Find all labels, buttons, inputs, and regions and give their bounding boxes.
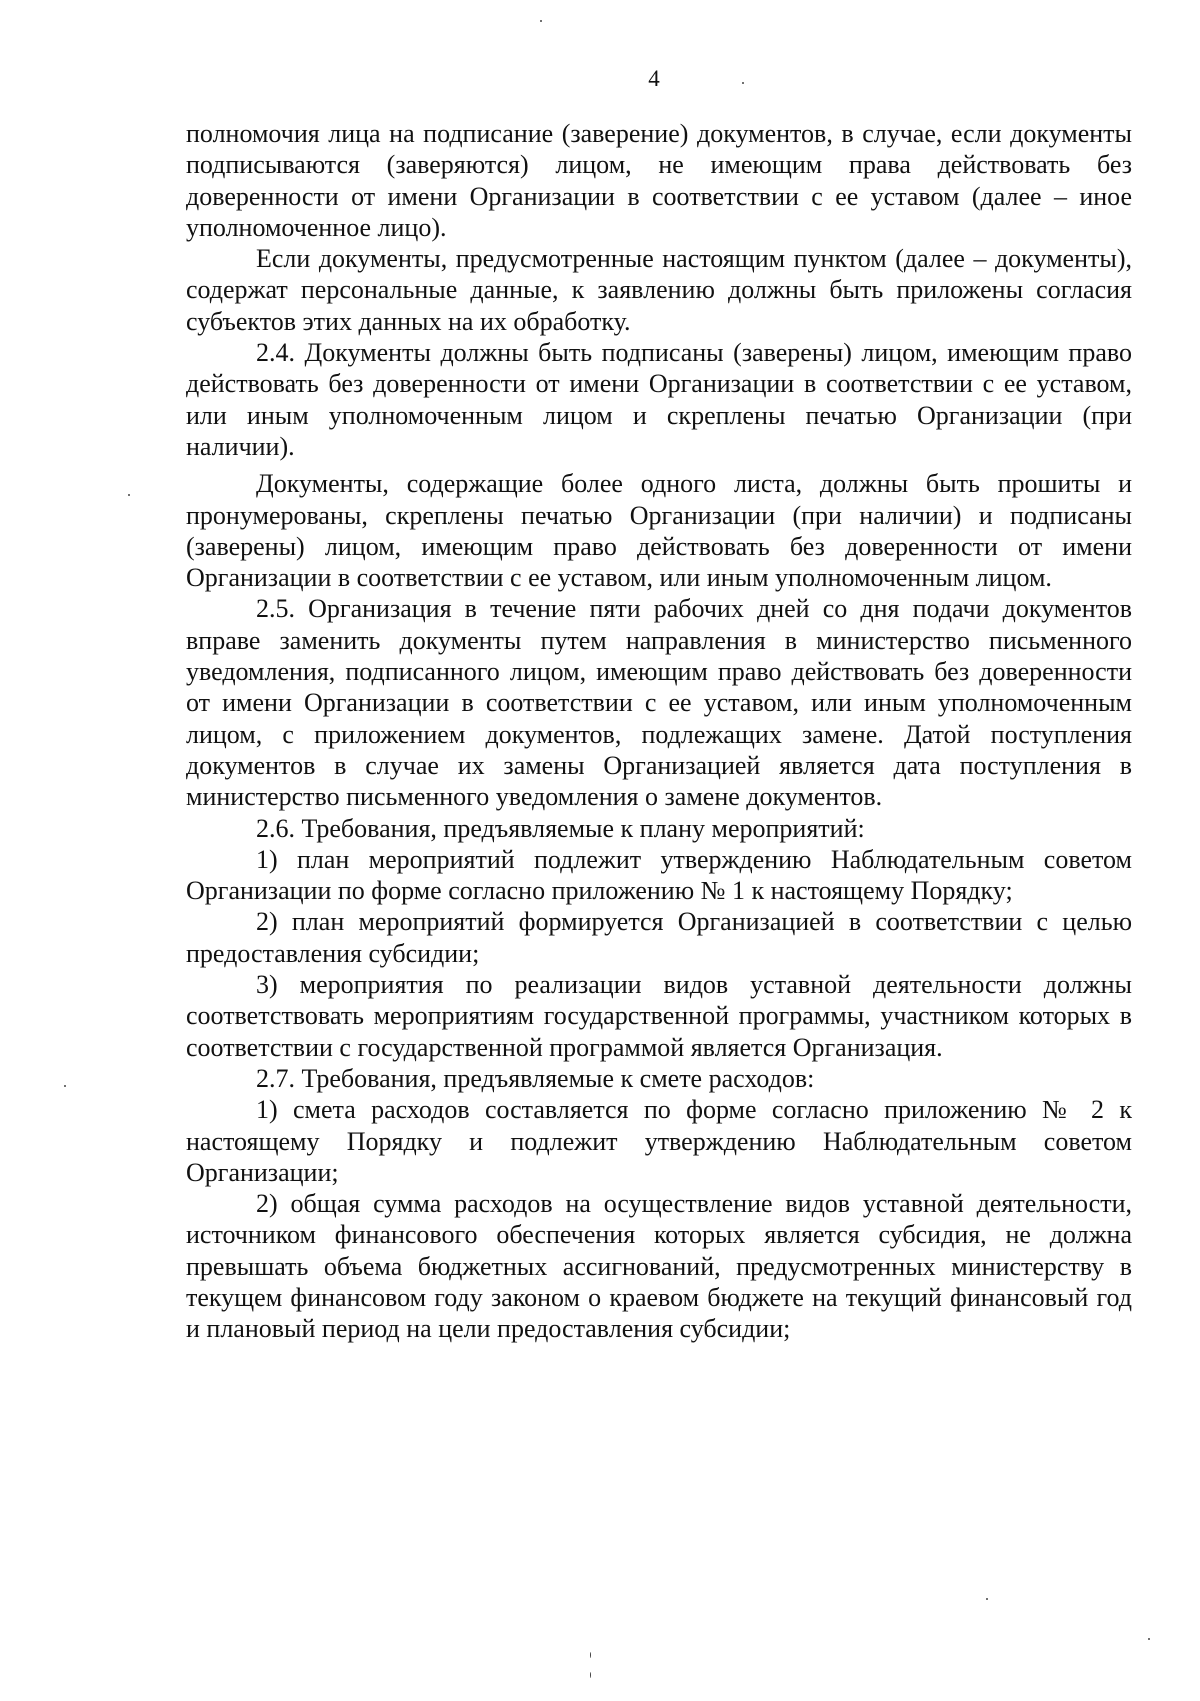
scan-speck: [986, 1598, 988, 1600]
paragraph-2-5: 2.5. Организация в течение пяти рабочих дней со дня подачи документов вправе заменить документы путем направления в министерство письменного уведомления, подписанного лицом, имеющим право действовать без доверенности от имени Организации в соответствии с ее уставом, или иным уполномоченным лицом, с приложением документов, подлежащих замене. Датой поступления документов в случае их замены Организацией является дата поступления в министерство письменного уведомления о замене документов.: [186, 594, 1132, 812]
page-number: 4: [648, 66, 660, 91]
paragraph-2-6-item-1: 1) план мероприятий подлежит утверждению Наблюдательным советом Организации по форме согласно приложению № 1 к настоящему Порядку;: [186, 844, 1132, 906]
paragraph-2-6-item-2: 2) план мероприятий формируется Организацией в соответствии с целью предоставления субсидии;: [186, 907, 1132, 968]
paragraph-multi-sheet-documents: Документы, содержащие более одного листа, должны быть прошиты и пронумерованы, скреплены печатью Организации (при наличии) и подписаны (заверены) лицом, имеющим право действовать без доверенности от имени Организации в соответствии с ее уставом, или иным уполномоченным лицом.: [186, 469, 1132, 593]
paragraph-authority-continuation: полномочия лица на подписание (заверение) документов, в случае, если документы подписываются (заверяются) лицом, не имеющим права действовать без доверенности от имени Организации в соответствии с ее уставом (далее – иное уполномоченное лицо).: [186, 119, 1132, 242]
document-body: [186, 118, 1132, 1345]
paragraph-2-6: 2.6. Требования, предъявляемые к плану мероприятий:: [256, 813, 865, 843]
paragraph-2-4: 2.4. Документы должны быть подписаны (заверены) лицом, имеющим право действовать без доверенности от имени Организации в соответствии с ее уставом, или иным уполномоченным лицом и скреплены печатью Организации (при наличии).: [186, 338, 1132, 461]
paragraph-2-7-item-1: 1) смета расходов составляется по форме согласно приложению № 2 к настоящему Порядку и подлежит утверждению Наблюдательным советом Организации;: [186, 1095, 1132, 1187]
scan-speck: [64, 1085, 66, 1087]
scan-speck: [128, 494, 130, 496]
paragraph-2-7: 2.7. Требования, предъявляемые к смете расходов:: [256, 1063, 815, 1093]
scan-speck: [540, 20, 542, 22]
scan-speck: [590, 1672, 591, 1678]
scan-speck: [590, 1652, 591, 1658]
scan-speck: [1148, 1638, 1150, 1640]
paragraph-personal-data: Если документы, предусмотренные настоящим пунктом (далее – документы), содержат персональные данные, к заявлению должны быть приложены согласия субъектов этих данных на их обработку.: [186, 244, 1132, 336]
paragraph-2-6-item-3: 3) мероприятия по реализации видов уставной деятельности должны соответствовать мероприятиям государственной программы, участником которых в соответствии с государственной программой является Организация.: [186, 970, 1132, 1062]
paragraph-2-7-item-2: 2) общая сумма расходов на осуществление видов уставной деятельности, источником финансового обеспечения которых является субсидия, не должна превышать объема бюджетных ассигнований, предусмотренных министерству в текущем финансовом году законом о краевом бюджете на текущий финансовый год и плановый период на цели предоставления субсидии;: [186, 1189, 1132, 1344]
scan-speck: [742, 82, 744, 84]
